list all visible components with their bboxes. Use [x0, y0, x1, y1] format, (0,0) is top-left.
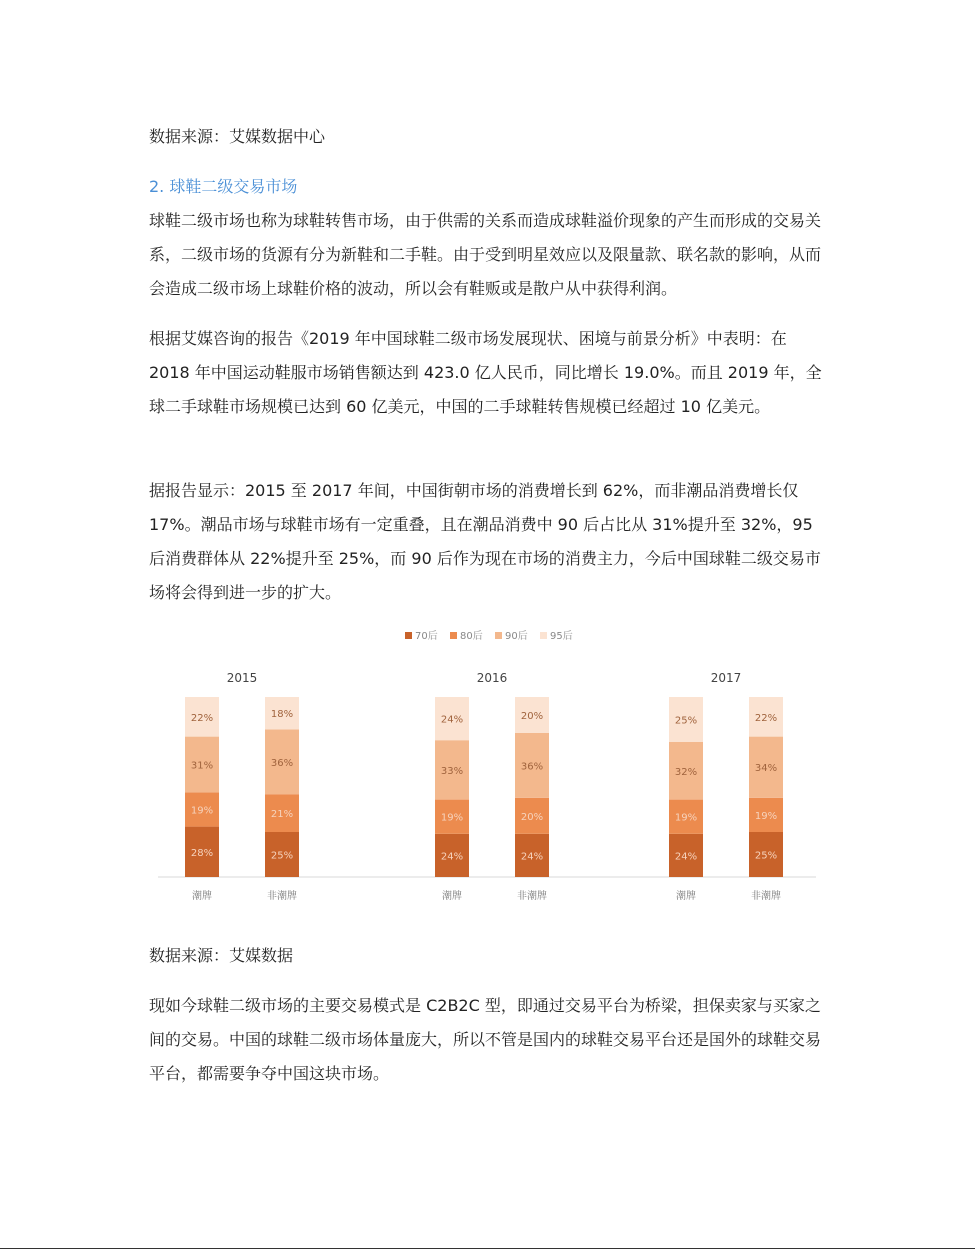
legend-swatch — [540, 632, 547, 639]
legend-swatch — [405, 632, 412, 639]
data-label: 21% — [270, 809, 294, 821]
legend-label: 70后 — [415, 631, 438, 642]
data-label: 32% — [674, 766, 698, 778]
data-label: 19% — [754, 810, 778, 822]
data-label: 31% — [190, 760, 214, 772]
data-label: 24% — [520, 851, 544, 863]
data-label: 36% — [270, 757, 294, 769]
data-label: 24% — [674, 851, 698, 863]
category-label: 非潮牌 — [751, 891, 781, 902]
data-label: 18% — [270, 709, 294, 721]
data-label: 24% — [440, 851, 464, 863]
legend-label: 80后 — [460, 631, 483, 642]
section-heading: 2. 球鞋二级交易市场 — [149, 177, 298, 196]
legend-swatch — [495, 632, 502, 639]
data-label: 20% — [520, 811, 544, 823]
data-source-top: 数据来源：艾媒数据中心 — [149, 127, 326, 146]
legend-swatch — [450, 632, 457, 639]
legend-label: 90后 — [505, 631, 528, 642]
category-label: 潮牌 — [192, 891, 212, 902]
data-label: 25% — [674, 715, 698, 727]
data-label: 36% — [520, 761, 544, 773]
paragraph-2: 根据艾媒咨询的报告《2019 年中国球鞋二级市场发展现状、困境与前景分析》中表明：在 2018 年中国运动鞋服市场销售额达到 423.0 亿人民币，同比增长 19.0%。而且 2019 年，全球二手球鞋市场规模已达到 60 亿美元，中国的二手球鞋转售规模已经超过 10 亿美元。 — [149, 329, 822, 416]
data-label: 34% — [754, 763, 778, 775]
data-label: 20% — [520, 711, 544, 722]
category-label: 潮牌 — [676, 891, 696, 902]
category-label: 潮牌 — [442, 891, 462, 902]
category-label: 非潮牌 — [267, 891, 297, 902]
data-label: 25% — [754, 850, 778, 862]
year-label: 2015 — [226, 671, 258, 685]
data-label: 22% — [754, 712, 778, 724]
paragraph-3: 据报告显示：2015 至 2017 年间，中国街朝市场的消费增长到 62%，而非潮品消费增长仅 17%。潮品市场与球鞋市场有一定重叠，且在潮品消费中 90 后占比从 31%提升至 32%，95 后消费群体从 22%提升至 25%，而 90 后作为现在市场的消费主力，今后中国球鞋二级交易市场将会得到进一步的扩大。 — [149, 481, 821, 602]
stacked-bar-chart — [150, 625, 822, 910]
data-label: 24% — [440, 714, 464, 726]
year-label: 2016 — [476, 671, 508, 685]
year-label: 2017 — [710, 671, 742, 685]
paragraph-closing: 现如今球鞋二级市场的主要交易模式是 C2B2C 型，即通过交易平台为桥梁，担保卖家与买家之间的交易。中国的球鞋二级市场体量庞大，所以不管是国内的球鞋交易平台还是国外的球鞋交易平台，都需要争夺中国这块市场。 — [149, 996, 822, 1083]
data-label: 28% — [190, 847, 214, 859]
data-label: 19% — [674, 812, 698, 824]
legend-label: 95后 — [550, 631, 573, 642]
paragraph-1: 球鞋二级市场也称为球鞋转售市场，由于供需的关系而造成球鞋溢价现象的产生而形成的交易关系，二级市场的货源有分为新鞋和二手鞋。由于受到明星效应以及限量款、联名款的影响，从而会造成二级市场上球鞋价格的波动，所以会有鞋贩或是散户从中获得利润。 — [149, 211, 822, 298]
data-label: 33% — [440, 765, 464, 777]
data-label: 19% — [440, 812, 464, 824]
data-label: 19% — [190, 805, 214, 817]
data-label: 25% — [270, 850, 294, 862]
page-bottom-rule — [0, 1248, 975, 1249]
data-source-bottom: 数据来源：艾媒数据 — [149, 946, 294, 965]
data-label: 22% — [190, 712, 214, 724]
category-label: 非潮牌 — [517, 891, 547, 902]
